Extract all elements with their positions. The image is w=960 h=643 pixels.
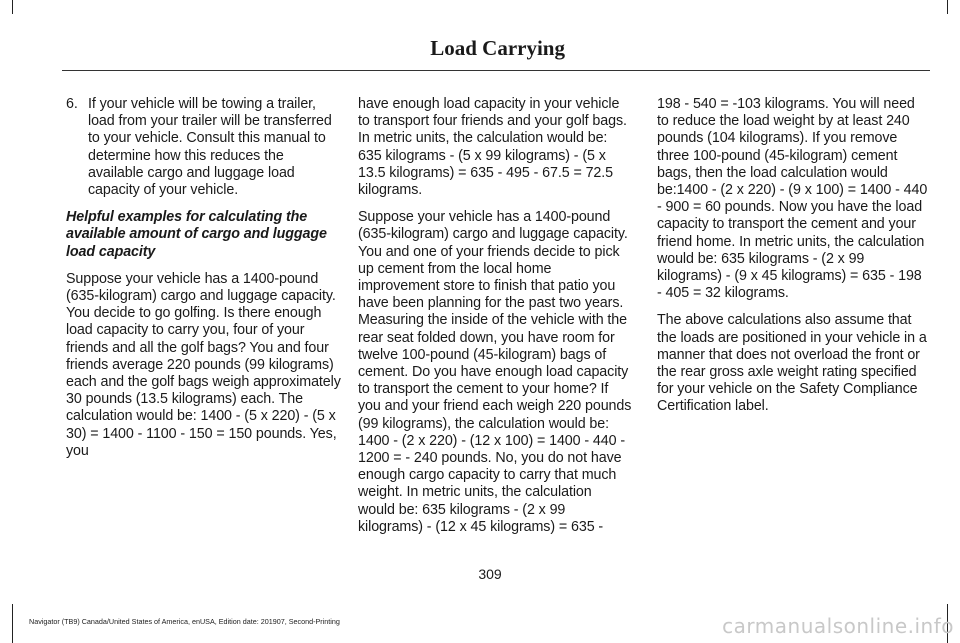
- watermark: carmanualsonline.info: [722, 614, 954, 638]
- crop-mark-top-right-vertical: [947, 0, 948, 14]
- text-column-2: [358, 96, 632, 546]
- body-paragraph: have enough load capacity in your vehicle to transport four friends and your golf bags. In metric units, the calculation would be: 635 kilograms - (5 x 99 kilograms) - (5 x 13.5 kilograms) = 635 - 495 - 67.5 = 72.5 kilograms.: [358, 96, 627, 199]
- body-paragraph: The above calculations also assume that the loads are positioned in your vehicle in a manner that does not overload the front or the rear gross axle weight rating specified for your vehicle on the Safety Compliance Certification label.: [657, 312, 927, 415]
- text-column-1: [66, 96, 342, 470]
- list-item-text: If your vehicle will be towing a trailer, load from your trailer will be transferred to your vehicle. Consult this manual to determine how this reduces the available cargo and luggage load capacity of your vehicle.: [88, 96, 332, 199]
- page-number: 309: [478, 566, 502, 582]
- text-column-3: [657, 96, 929, 426]
- section-subheading: Helpful examples for calculating the available amount of cargo and luggage load capacity: [66, 209, 327, 260]
- crop-mark-bottom-left-vertical: [12, 604, 13, 643]
- list-item: [66, 96, 342, 199]
- body-paragraph: Suppose your vehicle has a 1400-pound (635-kilogram) cargo and luggage capacity. You and one of your friends decide to pick up cement from the local home improvement store to finish that patio you have been planning for the past two years. Measuring the inside of the vehicle with the rear seat folded down, you have room for twelve 100-pound (45-kilogram) bags of cement. Do you have enough load capacity to transport the cement to your home? If you and your friend each weigh 220 pounds (99 kilograms), the calculation would be: 1400 - (2 x 220) - (12 x 100) = 1400 - 440 - 1200 = - 240 pounds. No, you do not have enough cargo capacity to carry that much weight. In metric units, the calculation would be: 635 kilograms - (2 x 99 kilograms) - (12 x 45 kilograms) = 635 -: [358, 209, 632, 535]
- crop-mark-top-left-vertical: [12, 0, 13, 14]
- body-paragraph: Suppose your vehicle has a 1400-pound (635-kilogram) cargo and luggage capacity. You decide to go golfing. Is there enough load capacity to carry you, four of your friends and all the golf bags? You and four friends average 220 pounds (99 kilograms) each and the golf bags weigh approximately 30 pounds (13.5 kilograms) each. The calculation would be: 1400 - (5 x 220) - (5 x 30) = 1400 - 1100 - 150 = 150 pounds. Yes, you: [66, 270, 341, 459]
- header-divider: [62, 70, 930, 71]
- body-paragraph: 198 - 540 = -103 kilograms. You will need to reduce the load weight by at least 240 pounds (104 kilograms). If you remove three 100-pound (45-kilogram) cement bags, then the load calculation would be:1400 - (2 x 220) - (9 x 100) = 1400 - 440 - 900 = 60 pounds. Now you have the load capacity to transport the cement and your friend home. In metric units, the calculation would be: 635 kilograms - (2 x 99 kilograms) - (9 x 45 kilograms) = 635 - 198 - 405 = 32 kilograms.: [657, 96, 928, 302]
- page-title: Load Carrying: [430, 36, 565, 60]
- edition-footer: Navigator (TB9) Canada/United States of America, enUSA, Edition date: 201907, Second-Printing: [29, 617, 340, 626]
- list-item-number: 6.: [66, 96, 78, 112]
